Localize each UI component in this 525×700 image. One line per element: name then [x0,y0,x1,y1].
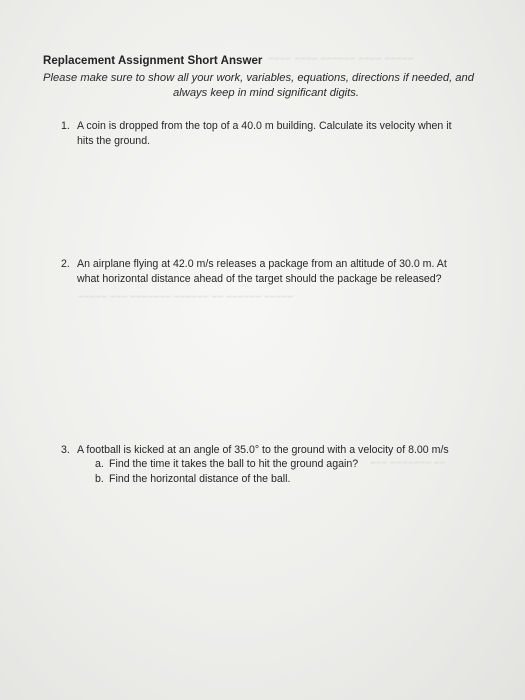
part-text: Find the time it takes the ball to hit the ground again? [109,458,359,470]
bleed-through-text: ~~~~~ ~~~~ ~~~~~~ ~~~~ ~~~~ [268,54,414,65]
question-text: what horizontal distance ahead of the target should the package be released? [77,273,442,285]
question-2 [61,257,491,289]
instructions-line-1: Please make sure to show all your work, variables, equations, directions if needed, and [43,72,474,84]
question-text: An airplane flying at 42.0 m/s releases a package from an altitude of 30.0 m. At [77,258,447,270]
part-text: Find the horizontal distance of the ball. [109,473,291,485]
question-text: A football is kicked at an angle of 35.0° to the ground with a velocity of 8.00 m/s [77,444,449,456]
bleed-through-text: ~~ ~~~~~~~ ~~~ [370,458,446,469]
bleed-through-text: ~~~~~ ~~~~~~ ~~ ~~~~~~ ~~~~~~~ ~~~ ~~~~~ [78,292,294,303]
question-number: 1. [61,120,70,132]
question-3-part-a [95,458,358,470]
instructions-line-2: always keep in mind significant digits. [173,86,359,99]
instructions [43,71,489,100]
part-letter: a. [95,458,104,470]
question-1 [61,119,491,151]
question-number: 3. [61,444,70,456]
question-number: 2. [61,258,70,270]
assignment-title: Replacement Assignment Short Answer [43,55,263,67]
question-text: A coin is dropped from the top of a 40.0 m building. Calculate its velocity when it [77,120,452,132]
question-3-part-b [95,473,290,485]
part-letter: b. [95,473,104,485]
question-text: hits the ground. [77,135,151,147]
